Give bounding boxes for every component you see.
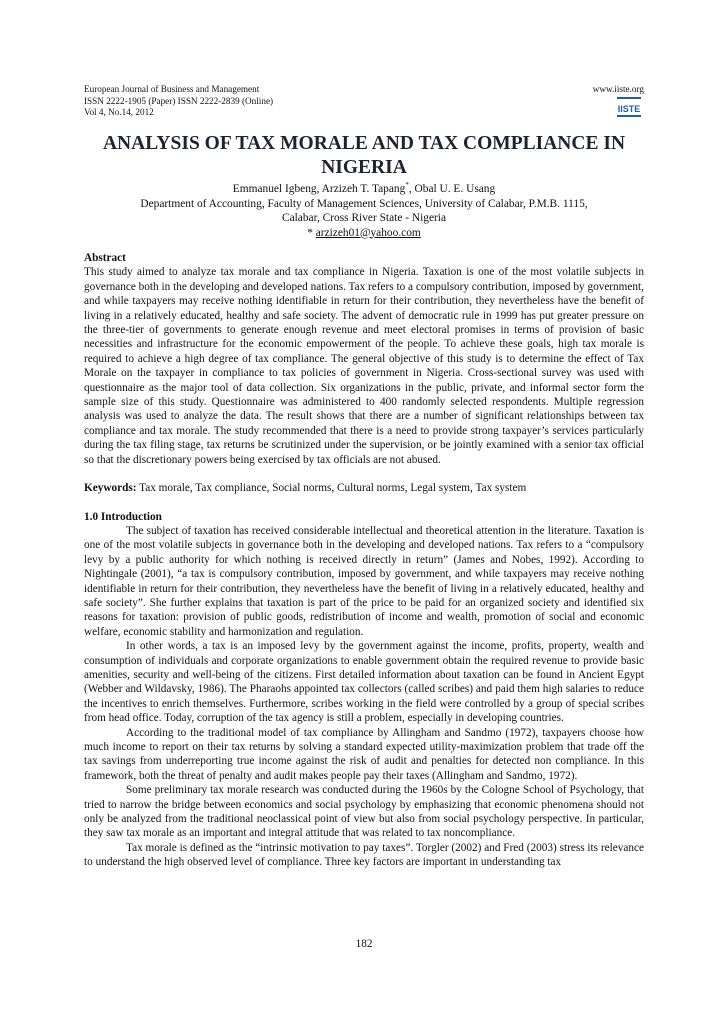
title-line-1: ANALYSIS OF TAX MORALE AND TAX COMPLIANCE IN [102,133,626,154]
abstract-heading: Abstract [84,252,126,264]
volume-info: Vol 4, No.14, 2012 [84,107,154,117]
paper-body [84,251,644,870]
author-names: Emmanuel Igbeng, Arzizeh T. Tapang*, Obal U. E. Usang [232,181,496,195]
keywords-label: Keywords: [84,482,137,495]
issn: ISSN 2222-1905 (Paper) ISSN 2222-2839 (Online) [84,95,274,106]
iiste-logo [616,95,642,119]
page-number: 182 [355,938,373,950]
title-line-2: NIGERIA [321,157,407,178]
author-email: * arzizeh01@yahoo.com [307,226,421,239]
affiliation-line-2: Calabar, Cross River State - Nigeria [281,212,447,224]
corresponding-star: * [405,181,409,190]
intro-paragraph: Tax morale is defined as the “intrinsic motivation to pay taxes”. Torgler (2002) and Fred (2003) stress its relevance to understand the high observed level of compliance. Three key factors are important in understanding tax [84,841,644,869]
affiliation-line-1: Department of Accounting, Faculty of Management Sciences, University of Calabar, P.M.B. 1115, [140,197,588,210]
intro-paragraph: The subject of taxation has received considerable intellectual and theoretical attention in the literature. Taxation is one of the most volatile subjects in governance both in the developing and developed nations. Tax refers to a “compulsory levy by a public authority for which nothing is received directly in return” (James and Nobes, 1992). According to Nightingale (2001), “a tax is compulsory contribution, imposed by government, and while taxpayers may receive nothing identifiable in return for their contribution, they nevertheless have the benefit of living in a relatively educated, healthy and safe society”. She further explains that taxation is part of the price to be paid for an organized society and identified six reasons for taxation: provision of public goods, redistribution of income and wealth, promotion of social and economic welfare, economic stability and harmonization and regulation. [84,524,644,638]
intro-paragraph: According to the traditional model of tax compliance by Allingham and Sandmo (1972), taxpayers choose how much income to report on their tax returns by solving a standard expected utility-maximization problem that trade off the tax savings from underreporting true income against the risk of audit and penalties for detected non compliance. In this framework, both the threat of penalty and audit makes people pay their taxes (Allingham and Sandmo, 1972). [84,726,644,782]
keywords-list: Tax morale, Tax compliance, Social norms, Cultural norms, Legal system, Tax system [136,482,527,495]
intro-paragraph: In other words, a tax is an imposed levy by the government against the income, profits, property, wealth and consumption of individuals and corporate organizations to enable government obtain the required revenue to provide basic amenities, security and well-being of the citizens. First detailed information about taxation can be found in Ancient Egypt (Webber and Wildavsky, 1986). The Pharaohs appointed tax collectors (called scribes) and paid them high salaries to reduce the incentives to enrich themselves. Furthermore, scribes working in the field were controlled by a group of special scribes from head office. Today, corruption of the tax agency is still a problem, especially in developing countries. [84,640,644,725]
journal-name: European Journal of Business and Management [84,84,260,94]
author-block [84,182,644,240]
keywords [84,481,644,495]
email-link[interactable]: arzizeh01@yahoo.com [315,226,421,239]
intro-paragraph: Some preliminary tax morale research was conducted during the 1960s by the Cologne School of Psychology, that tried to narrow the bridge between economics and social psychology by emphasizing that economic phenomena should not only be analyzed from the traditional neoclassical point of view but also from social psychology perspective. In particular, they saw tax morale as an important and integral attitude that was related to tax noncompliance. [84,784,644,840]
abstract-text: This study aimed to analyze tax morale and tax compliance in Nigeria. Taxation is one of the most volatile subjects in governance both in the developing and developed nations. Tax refers to a compulsory contribution, imposed by government, and while taxpayers may receive nothing identifiable in return for their contribution, they nevertheless have the benefit of living in a relatively educated, healthy and safe society. The advent of democratic rule in 1999 has put greater pressure on the three-tier of governments to generate enough revenue and meet electoral promises in terms of provision of basic necessities and infrastructure for the economic empowerment of the people. To achieve these goals, high tax morale is required to achieve a high degree of tax compliance. The general objective of this study is to determine the effect of Tax Morale on the taxpayer in compliance to tax policies of government in Nigeria. Cross-sectional survey was used with questionnaire as the major tool of data collection. Six organizations in the public, private, and informal sector form the sample size of this study. Questionnaire was administered to 400 randomly selected respondents. Multiple regression analysis was used to analyze the data. The result shows that there are a number of significant relationships between tax compliance and tax morale. The study recommended that there is a need to provide strong taxpayer’s services particularly during the tax filing stage, tax returns be scrutinized under the supervision, or be jointly examined with a senior tax official so that the discretionary powers being exercised by tax officials are not abused. [84,266,644,466]
website-url: www.iiste.org [592,84,644,94]
section-heading-introduction: 1.0 Introduction [84,510,162,523]
logo-text: IISTE [617,104,641,114]
paper-title [84,132,644,180]
journal-header [84,84,644,119]
